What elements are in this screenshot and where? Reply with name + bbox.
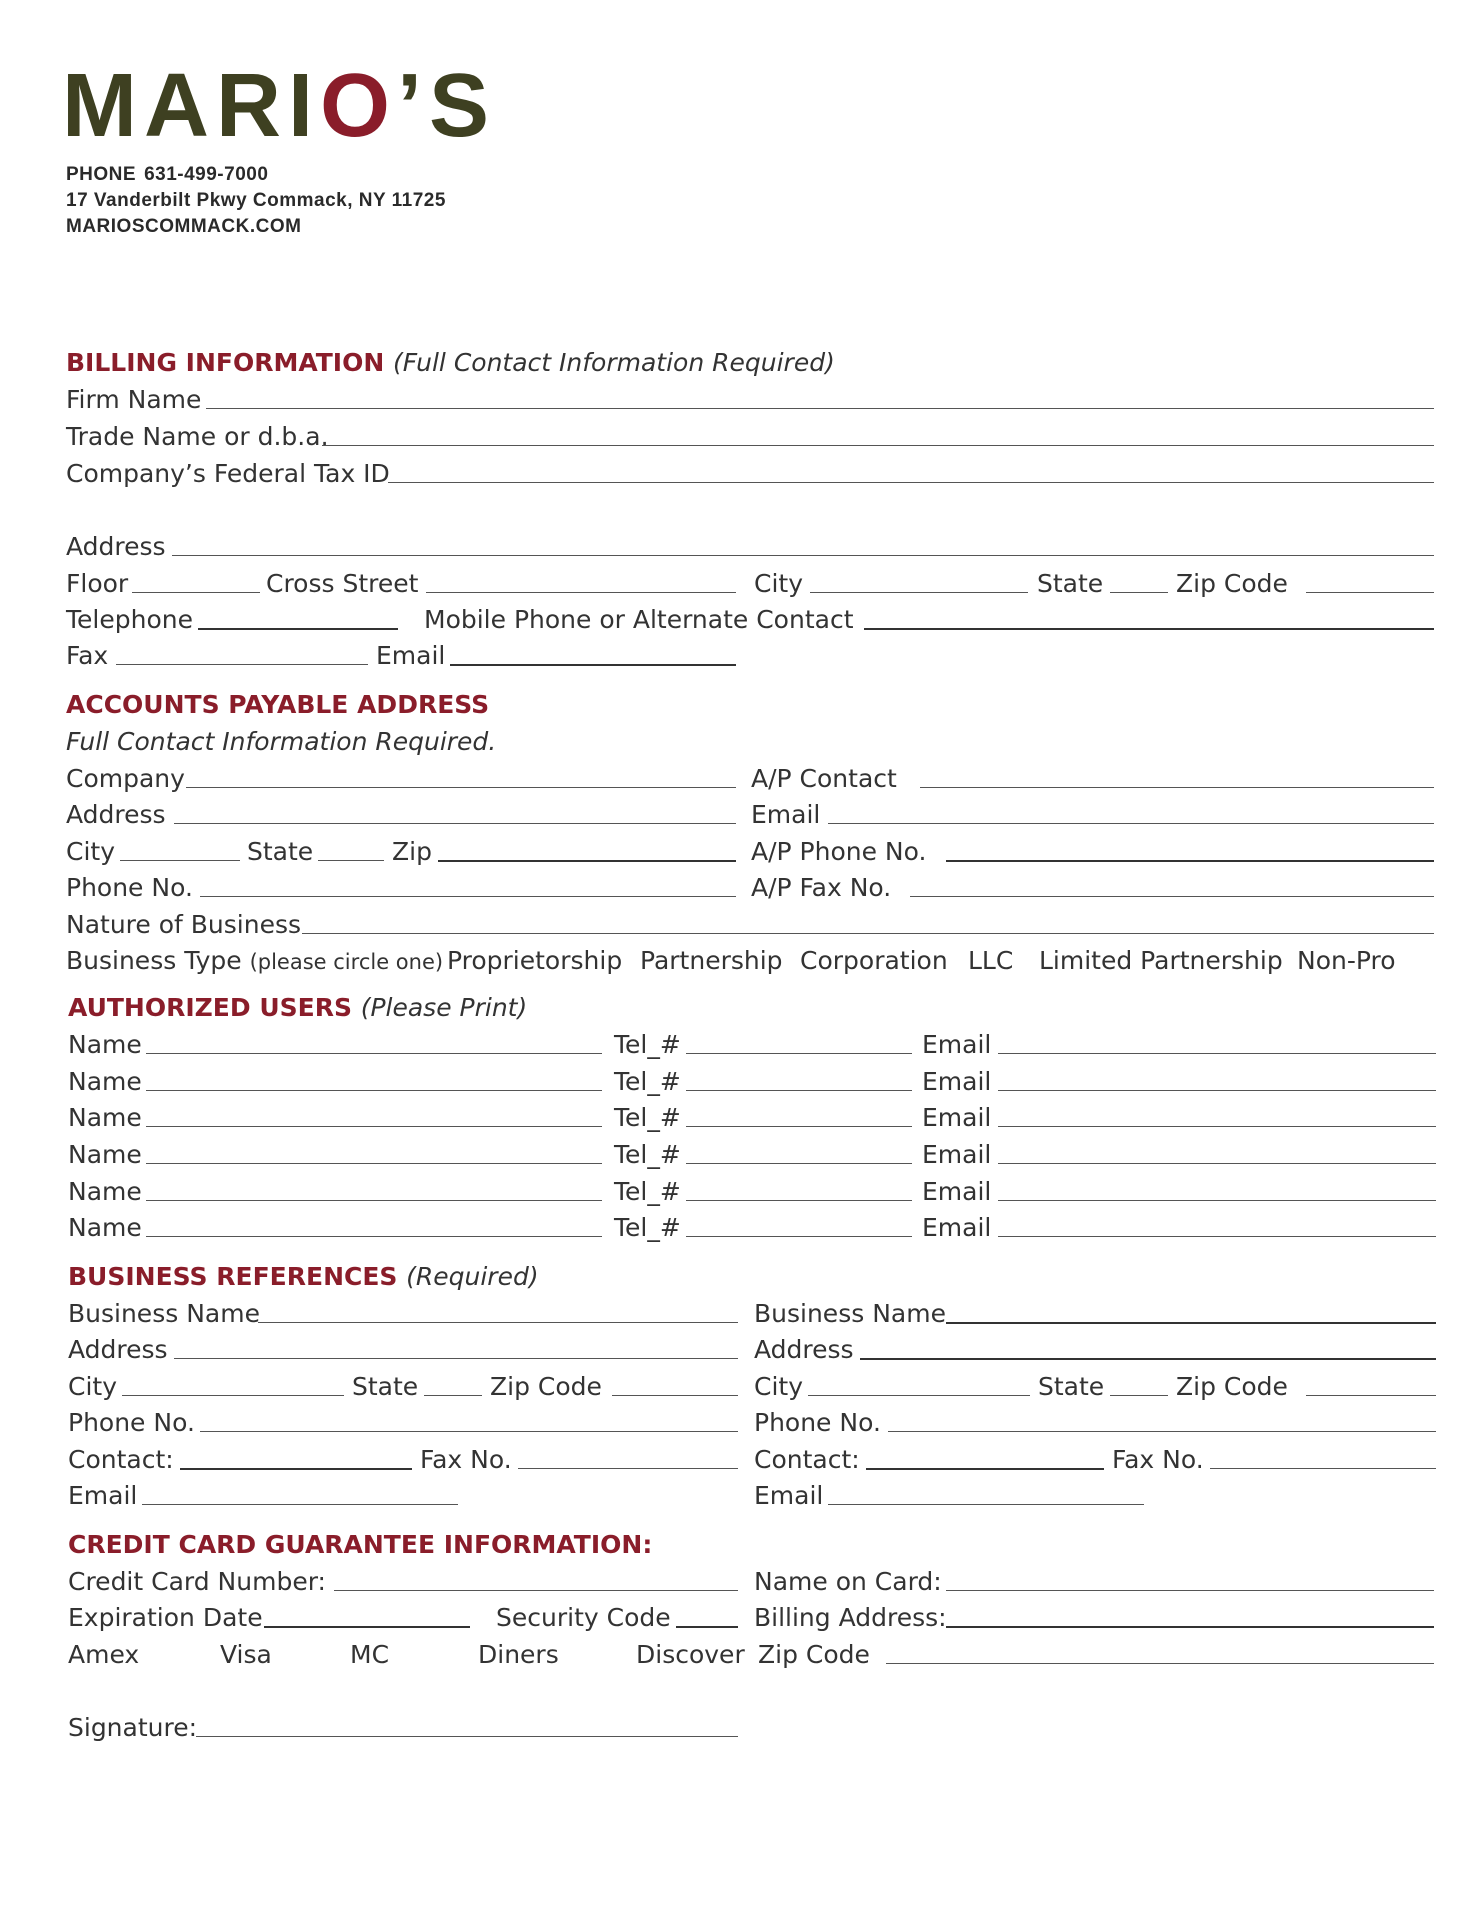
ref1-phone-field[interactable]	[200, 1431, 738, 1432]
ref2-phone-field[interactable]	[888, 1431, 1436, 1432]
billing-email-field[interactable]	[450, 664, 736, 666]
billing-state-field[interactable]	[1110, 592, 1168, 593]
mobile-label: Mobile Phone or Alternate Contact	[424, 605, 854, 634]
user-2-tel-field[interactable]	[686, 1090, 912, 1091]
cross-street-field[interactable]	[426, 592, 736, 593]
billing-note: (Full Contact Information Required)	[393, 348, 835, 377]
signature-label: Signature:	[68, 1713, 198, 1742]
user-2-email-field[interactable]	[998, 1090, 1436, 1091]
ap-zip-field[interactable]	[438, 860, 736, 862]
billing-state-label: State	[1037, 569, 1104, 598]
ref2-zip-field[interactable]	[1306, 1395, 1436, 1396]
expiration-field[interactable]	[264, 1626, 470, 1628]
ap-state-label: State	[247, 837, 314, 866]
ref1-contact-label: Contact:	[68, 1445, 174, 1474]
user-3-email-label: Email	[922, 1103, 992, 1132]
type-llc[interactable]: LLC	[968, 946, 1014, 975]
users-heading	[68, 993, 527, 1023]
floor-label: Floor	[66, 569, 129, 598]
nature-label: Nature of Business	[66, 910, 302, 939]
trade-name-label: Trade Name or d.b.a.	[66, 422, 329, 451]
billing-heading	[66, 348, 835, 378]
ref1-address-field[interactable]	[174, 1358, 738, 1359]
website: MARIOSCOMMACK.COM	[66, 216, 302, 237]
firm-name-field[interactable]	[206, 408, 1434, 409]
ref1-address-label: Address	[68, 1335, 168, 1364]
expiration-label: Expiration Date	[68, 1603, 263, 1632]
tax-id-label: Company’s Federal Tax ID	[66, 459, 390, 488]
billing-heading-text: BILLING INFORMATION	[66, 348, 385, 377]
ref1-phone-label: Phone No.	[68, 1408, 195, 1437]
user-6-email-field[interactable]	[998, 1236, 1436, 1237]
ref1-state-label: State	[352, 1372, 419, 1401]
billing-zip-label: Zip Code	[1176, 569, 1288, 598]
ap-city-label: City	[66, 837, 115, 866]
ref2-email-field[interactable]	[828, 1504, 1144, 1505]
refs-note: (Required)	[406, 1262, 539, 1291]
ref2-state-label: State	[1038, 1372, 1105, 1401]
user-4-email-label: Email	[922, 1140, 992, 1169]
cross-street-label: Cross Street	[266, 569, 419, 598]
ap-phone-label: A/P Phone No.	[751, 837, 927, 866]
ref1-zip-field[interactable]	[612, 1395, 738, 1396]
nature-field[interactable]	[302, 933, 1434, 934]
phone-no-field[interactable]	[200, 896, 736, 897]
ref2-fax-field[interactable]	[1210, 1468, 1436, 1469]
user-1-name-label: Name	[68, 1030, 142, 1059]
ref1-zip-label: Zip Code	[490, 1372, 602, 1401]
ap-contact-label: A/P Contact	[751, 764, 897, 793]
ref1-business-name-field[interactable]	[258, 1322, 738, 1323]
ref2-fax-label: Fax No.	[1112, 1445, 1204, 1474]
card-number-field[interactable]	[334, 1590, 738, 1591]
type-partnership[interactable]: Partnership	[640, 946, 783, 975]
user-6-name-field[interactable]	[146, 1236, 602, 1237]
card-type-discover[interactable]: Discover	[636, 1640, 745, 1669]
ap-address-field[interactable]	[174, 823, 736, 824]
fax-field[interactable]	[116, 664, 368, 665]
ref2-business-name-field[interactable]	[946, 1322, 1436, 1324]
firm-name-label: Firm Name	[66, 385, 202, 414]
user-5-name-field[interactable]	[146, 1200, 602, 1201]
ref1-fax-field[interactable]	[518, 1468, 738, 1469]
marios-logo	[62, 56, 502, 156]
user-5-name-label: Name	[68, 1177, 142, 1206]
name-on-card-label: Name on Card:	[754, 1567, 942, 1596]
telephone-field[interactable]	[198, 628, 398, 630]
user-2-name-field[interactable]	[146, 1090, 602, 1091]
user-1-email-label: Email	[922, 1030, 992, 1059]
circle-note: (please circle one)	[249, 950, 444, 974]
contact-block	[66, 162, 446, 240]
trade-name-field[interactable]	[322, 445, 1434, 446]
cc-zip-label: Zip Code	[758, 1640, 870, 1669]
card-type-mc[interactable]: MC	[350, 1640, 390, 1669]
ap-city-field[interactable]	[120, 860, 240, 861]
ref1-state-field[interactable]	[424, 1395, 482, 1396]
ap-phone-field[interactable]	[946, 860, 1434, 862]
ap-company-field[interactable]	[186, 787, 736, 788]
user-3-email-field[interactable]	[998, 1126, 1436, 1127]
ref2-address-label: Address	[754, 1335, 854, 1364]
user-4-name-label: Name	[68, 1140, 142, 1169]
user-5-tel-field[interactable]	[686, 1200, 912, 1201]
refs-heading-text: BUSINESS REFERENCES	[68, 1262, 398, 1291]
users-heading-text: AUTHORIZED USERS	[68, 993, 352, 1022]
card-type-amex[interactable]: Amex	[68, 1640, 140, 1669]
logo-prefix: MARI	[62, 56, 320, 156]
refs-heading	[68, 1262, 539, 1292]
billing-address-field[interactable]	[172, 555, 1434, 556]
user-4-name-field[interactable]	[146, 1163, 602, 1164]
ap-company-label: Company	[66, 764, 185, 793]
name-on-card-field[interactable]	[946, 1590, 1434, 1591]
user-6-email-label: Email	[922, 1213, 992, 1242]
ref2-zip-label: Zip Code	[1176, 1372, 1288, 1401]
phone-number: 631-499-7000	[144, 164, 269, 185]
user-5-email-label: Email	[922, 1177, 992, 1206]
ref2-contact-field[interactable]	[866, 1468, 1104, 1470]
ref1-city-field[interactable]	[122, 1395, 344, 1396]
ref2-business-name-label: Business Name	[754, 1299, 946, 1328]
card-type-visa[interactable]: Visa	[220, 1640, 272, 1669]
user-1-email-field[interactable]	[998, 1053, 1436, 1054]
street-address: 17 Vanderbilt Pkwy Commack, NY 11725	[66, 190, 446, 211]
ref2-state-field[interactable]	[1110, 1395, 1168, 1396]
ap-zip-label: Zip	[392, 837, 432, 866]
ref2-contact-label: Contact:	[754, 1445, 860, 1474]
ref2-city-field[interactable]	[808, 1395, 1030, 1396]
ref1-fax-label: Fax No.	[420, 1445, 512, 1474]
telephone-label: Telephone	[66, 605, 193, 634]
billing-address-cc-field[interactable]	[946, 1626, 1434, 1628]
user-3-name-field[interactable]	[146, 1126, 602, 1127]
user-4-email-field[interactable]	[998, 1163, 1436, 1164]
cc-zip-field[interactable]	[886, 1663, 1434, 1664]
ref2-address-field[interactable]	[860, 1358, 1436, 1360]
logo-suffix: ’S	[396, 56, 497, 156]
type-non-pro[interactable]: Non-Pro	[1297, 946, 1396, 975]
signature-field[interactable]	[196, 1736, 738, 1737]
billing-zip-field[interactable]	[1306, 592, 1434, 593]
user-6-tel-label: Tel_#	[614, 1213, 681, 1242]
user-1-name-field[interactable]	[146, 1053, 602, 1054]
business-type-text: Business Type	[66, 946, 242, 975]
user-6-name-label: Name	[68, 1213, 142, 1242]
floor-field[interactable]	[132, 592, 260, 593]
user-3-name-label: Name	[68, 1103, 142, 1132]
ap-heading: ACCOUNTS PAYABLE ADDRESS	[66, 690, 490, 719]
ref1-email-label: Email	[68, 1481, 138, 1510]
ref1-city-label: City	[68, 1372, 117, 1401]
ref2-city-label: City	[754, 1372, 803, 1401]
user-4-tel-field[interactable]	[686, 1163, 912, 1164]
billing-city-field[interactable]	[810, 592, 1028, 593]
ref2-email-label: Email	[754, 1481, 824, 1510]
tax-id-field[interactable]	[388, 482, 1434, 483]
user-2-name-label: Name	[68, 1067, 142, 1096]
user-1-tel-label: Tel_#	[614, 1030, 681, 1059]
ref1-business-name-label: Business Name	[68, 1299, 260, 1328]
ap-contact-field[interactable]	[920, 787, 1434, 788]
type-proprietorship[interactable]: Proprietorship	[447, 946, 623, 975]
user-6-tel-field[interactable]	[686, 1236, 912, 1237]
user-4-tel-label: Tel_#	[614, 1140, 681, 1169]
user-2-tel-label: Tel_#	[614, 1067, 681, 1096]
security-code-field[interactable]	[676, 1626, 738, 1628]
user-3-tel-label: Tel_#	[614, 1103, 681, 1132]
mobile-field[interactable]	[864, 628, 1434, 630]
ref1-contact-field[interactable]	[180, 1468, 412, 1470]
ap-fax-label: A/P Fax No.	[751, 873, 892, 902]
ap-email-field[interactable]	[828, 823, 1434, 824]
billing-address-cc-label: Billing Address:	[754, 1603, 947, 1632]
ref1-email-field[interactable]	[142, 1504, 458, 1505]
billing-city-label: City	[754, 569, 803, 598]
ap-fax-field[interactable]	[910, 896, 1434, 897]
ap-note: Full Contact Information Required.	[66, 727, 497, 756]
type-corporation[interactable]: Corporation	[800, 946, 948, 975]
user-1-tel-field[interactable]	[686, 1053, 912, 1054]
billing-email-label: Email	[376, 641, 446, 670]
ap-address-label: Address	[66, 800, 166, 829]
users-note: (Please Print)	[360, 993, 528, 1022]
logo-o: O	[319, 56, 397, 156]
ap-email-label: Email	[751, 800, 821, 829]
business-type-label	[66, 946, 443, 977]
phone-no-label: Phone No.	[66, 873, 193, 902]
ref2-phone-label: Phone No.	[754, 1408, 881, 1437]
billing-address-label: Address	[66, 532, 166, 561]
card-number-label: Credit Card Number:	[68, 1567, 326, 1596]
security-code-label: Security Code	[496, 1603, 671, 1632]
cc-heading: CREDIT CARD GUARANTEE INFORMATION:	[68, 1530, 653, 1559]
user-5-email-field[interactable]	[998, 1200, 1436, 1201]
fax-label: Fax	[66, 641, 109, 670]
type-limited-partnership[interactable]: Limited Partnership	[1039, 946, 1283, 975]
ap-state-field[interactable]	[318, 860, 384, 861]
user-2-email-label: Email	[922, 1067, 992, 1096]
user-3-tel-field[interactable]	[686, 1126, 912, 1127]
phone-label: PHONE	[66, 164, 137, 185]
logo-wordmark	[62, 56, 502, 156]
user-5-tel-label: Tel_#	[614, 1177, 681, 1206]
card-type-diners[interactable]: Diners	[478, 1640, 559, 1669]
